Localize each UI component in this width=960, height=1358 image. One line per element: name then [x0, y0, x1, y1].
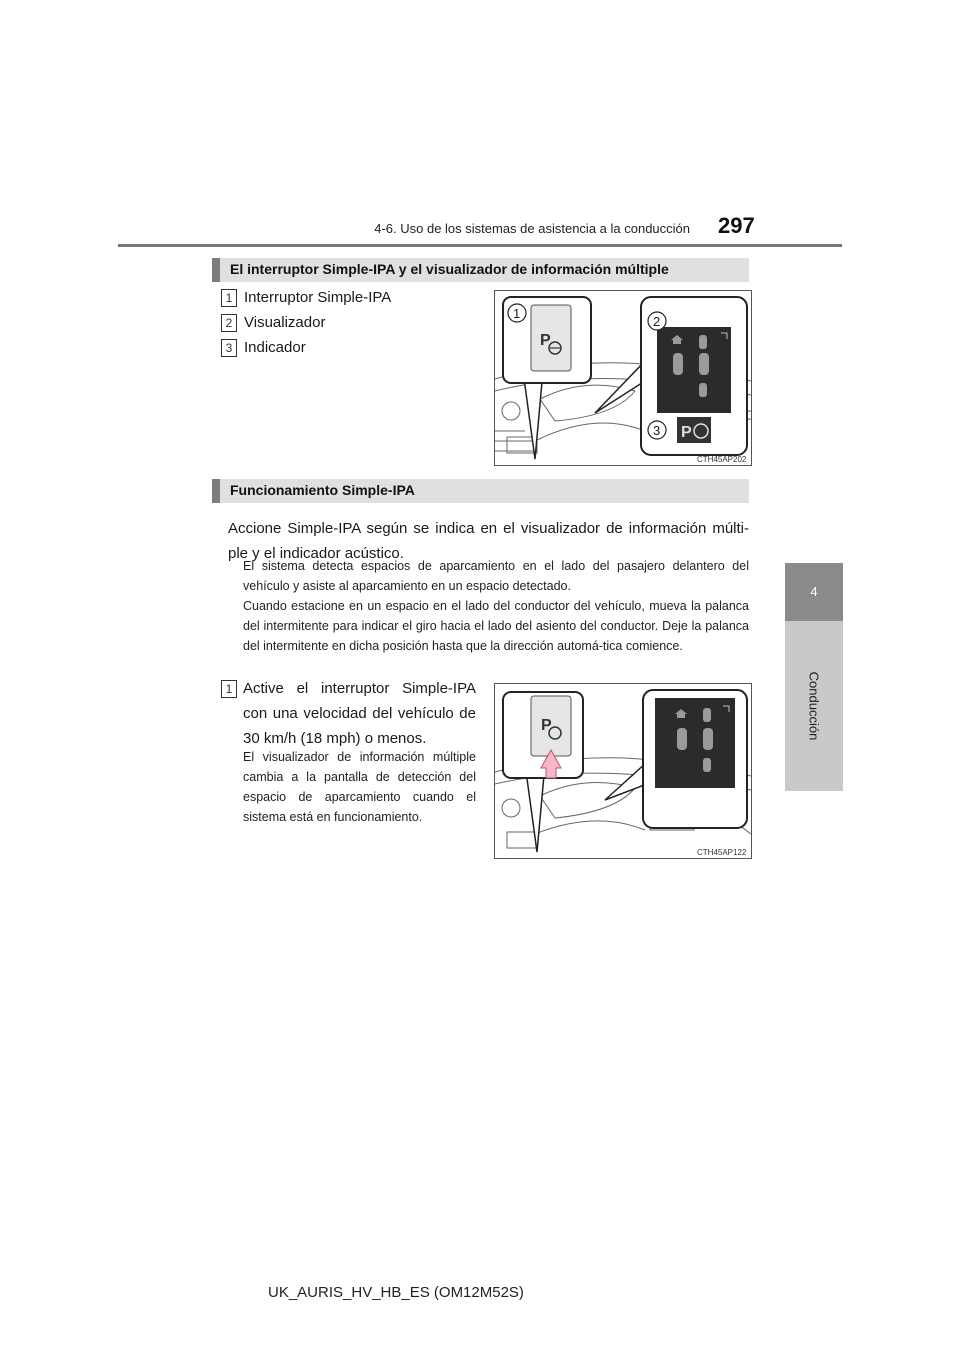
section-heading-switch-display: [212, 258, 749, 282]
figure-code: CTH45AP122: [697, 848, 747, 857]
svg-text:P: P: [540, 332, 551, 349]
item-number-3: 3: [221, 339, 237, 357]
item-label-display: Visualizador: [244, 314, 326, 331]
section-title: El interruptor Simple-IPA y el visualizador de información múltiple: [230, 261, 669, 277]
figure-switch-display: [494, 290, 752, 466]
section-title: Funcionamiento Simple-IPA: [230, 482, 415, 498]
step-1-note: El visualizador de información múltiple cambia a la pantalla de detección del espacio de aparcamiento cuando el sistema está en funcionamiento.: [243, 750, 476, 824]
section-heading-operation: [212, 479, 749, 503]
document-footer: UK_AURIS_HV_HB_ES (OM12M52S): [268, 1284, 524, 1301]
item-label-indicator: Indicador: [244, 339, 306, 356]
chapter-name: Conducción: [806, 671, 822, 741]
step-number-1: 1: [221, 680, 237, 698]
dashboard-illustration: [495, 291, 751, 465]
callout-3: 3: [653, 423, 661, 438]
chapter-name-tab: [785, 621, 843, 791]
item-label-switch: Interruptor Simple-IPA: [244, 289, 392, 306]
running-header: 4-6. Uso de los sistemas de asistencia a la conducción: [374, 221, 690, 236]
header-divider: [118, 244, 842, 247]
figure-code: CTH45AP202: [697, 455, 747, 464]
system-note: El sistema detecta espacios de aparcamiento en el lado del pasajero delantero del vehículo y asiste al aparcamiento en un espacio detectado. Cuando estacione en un espacio en el lado del conductor del vehículo, mueva la palanca del intermitente para indicar el giro hacia el lado del asiento del conductor. Deje la palanca del intermitente en dicha posición hasta que la dirección automá-tica comience.: [243, 559, 749, 653]
svg-text:P: P: [681, 424, 692, 441]
figure-activate-switch: [494, 683, 752, 859]
step-1-text: Active el interruptor Simple-IPA con una velocidad del vehículo de 30 km/h (18 mph) o menos.: [243, 680, 476, 747]
callout-2: 2: [653, 314, 661, 329]
chapter-number-tab: 4: [785, 563, 843, 621]
intro-paragraph: Accione Simple-IPA según se indica en el visualizador de información múlti-ple y el indicador acústico.: [228, 520, 749, 562]
page-number: 297: [718, 213, 755, 238]
activation-illustration: [495, 684, 751, 858]
svg-text:P: P: [541, 717, 552, 734]
callout-1: 1: [513, 306, 521, 321]
item-number-1: 1: [221, 289, 237, 307]
item-number-2: 2: [221, 314, 237, 332]
